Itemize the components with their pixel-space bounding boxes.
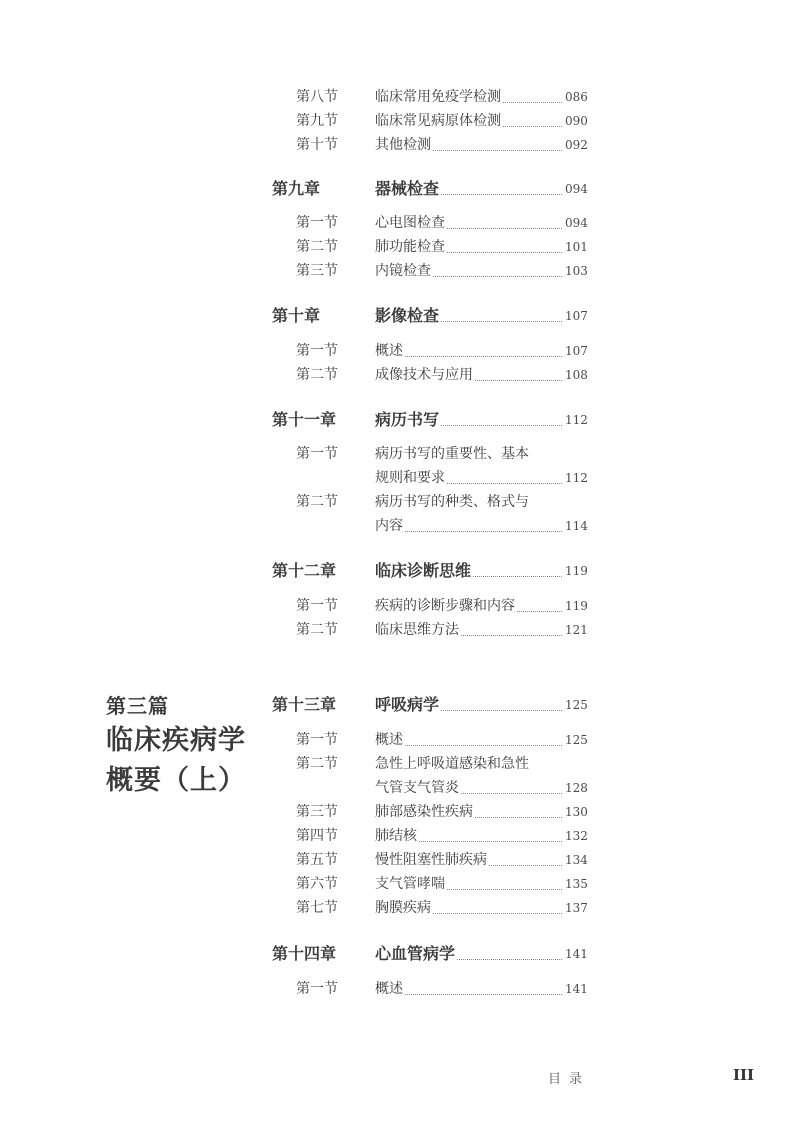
toc-chapter-entry (0, 692, 800, 716)
chapter-number: 第十四章 (272, 944, 337, 963)
page-number: 134 (565, 853, 588, 867)
section-title: 病历书写的种类、格式与 (375, 494, 529, 510)
dot-leader (517, 611, 562, 612)
toc-chapter-entry (0, 176, 800, 200)
section-title: 肺功能检查 (375, 239, 445, 255)
dot-leader (503, 102, 562, 103)
section-number: 第二节 (296, 239, 338, 255)
toc-chapter-entry (0, 941, 800, 965)
dot-leader (461, 635, 562, 636)
dot-leader (441, 425, 562, 426)
toc-section-entry (0, 849, 800, 873)
chapter-number: 第十章 (272, 306, 321, 325)
section-number: 第十节 (296, 137, 338, 153)
page-number: 090 (565, 114, 588, 128)
dot-leader (419, 841, 562, 842)
section-title: 临床常用免疫学检测 (375, 89, 501, 105)
page-number: 135 (565, 877, 588, 891)
page-number: 125 (565, 698, 588, 712)
toc-section-entry (0, 491, 800, 515)
section-title: 其他检测 (375, 137, 431, 153)
dot-leader (441, 710, 562, 711)
section-number: 第七节 (296, 900, 338, 916)
section-number: 第二节 (296, 494, 338, 510)
dot-leader (447, 252, 562, 253)
section-title: 概述 (375, 981, 403, 997)
dot-leader (405, 745, 562, 746)
page-number: 103 (565, 264, 588, 278)
page-number: 086 (565, 90, 588, 104)
section-title: 急性上呼吸道感染和急性 (375, 756, 529, 772)
toc-section-entry (0, 212, 800, 236)
toc-section-entry (0, 364, 800, 388)
dot-leader (489, 865, 562, 866)
toc-section-entry (0, 86, 800, 110)
section-title: 概述 (375, 732, 403, 748)
dot-leader (447, 889, 562, 890)
toc-section-entry (0, 619, 800, 643)
section-number: 第二节 (296, 367, 338, 383)
dot-leader (447, 228, 562, 229)
toc-section-entry (0, 595, 800, 619)
toc-section-entry (0, 443, 800, 467)
section-title: 胸膜疾病 (375, 900, 431, 916)
toc-section-entry (0, 777, 800, 801)
toc-section-entry (0, 753, 800, 777)
dot-leader (433, 913, 562, 914)
toc-section-entry (0, 340, 800, 364)
section-title: 临床常见病原体检测 (375, 113, 501, 129)
section-title: 肺部感染性疾病 (375, 804, 473, 820)
dot-leader (473, 576, 562, 577)
dot-leader (405, 531, 562, 532)
section-title: 内镜检查 (375, 263, 431, 279)
chapter-title: 呼吸病学 (375, 695, 440, 714)
page-number: 137 (565, 901, 588, 915)
toc-section-entry (0, 825, 800, 849)
page-number: 130 (565, 805, 588, 819)
section-title: 肺结核 (375, 828, 417, 844)
section-number: 第一节 (296, 732, 338, 748)
page-number: 107 (565, 309, 588, 323)
page-number: 121 (565, 623, 588, 637)
dot-leader (441, 321, 562, 322)
chapter-number: 第十二章 (272, 561, 337, 580)
page-number: 092 (565, 138, 588, 152)
page-number: 132 (565, 829, 588, 843)
dot-leader (447, 483, 562, 484)
page-number: 125 (565, 733, 588, 747)
dot-leader (475, 817, 562, 818)
section-title: 成像技术与应用 (375, 367, 473, 383)
dot-leader (405, 356, 562, 357)
page-number: 112 (565, 413, 588, 427)
toc-section-entry (0, 897, 800, 921)
dot-leader (457, 959, 562, 960)
section-title: 慢性阻塞性肺疾病 (375, 852, 487, 868)
toc-chapter-entry (0, 558, 800, 582)
page-number: 094 (565, 182, 588, 196)
page-number: 141 (565, 947, 588, 961)
toc-section-entry (0, 729, 800, 753)
chapter-number: 第十三章 (272, 695, 337, 714)
section-number: 第三节 (296, 263, 338, 279)
page-number: 101 (565, 240, 588, 254)
section-number: 第一节 (296, 981, 338, 997)
toc-section-entry (0, 236, 800, 260)
section-number: 第四节 (296, 828, 338, 844)
section-title: 心电图检查 (375, 215, 445, 231)
page-number: 128 (565, 781, 588, 795)
toc-section-entry (0, 134, 800, 158)
section-number: 第九节 (296, 113, 338, 129)
toc-chapter-entry (0, 407, 800, 431)
toc-section-entry (0, 801, 800, 825)
section-number: 第六节 (296, 876, 338, 892)
chapter-title: 心血管病学 (375, 944, 456, 963)
chapter-title: 影像检查 (375, 306, 440, 325)
dot-leader (475, 380, 562, 381)
chapter-number: 第九章 (272, 179, 321, 198)
page-number: 114 (565, 519, 588, 533)
toc-section-entry (0, 110, 800, 134)
section-number: 第二节 (296, 622, 338, 638)
section-number: 第一节 (296, 215, 338, 231)
chapter-title: 病历书写 (375, 410, 440, 429)
toc-chapter-entry (0, 303, 800, 327)
part-label: 第三篇 (106, 694, 169, 718)
part-title-line-2: 概要（上） (106, 765, 246, 796)
section-title: 规则和要求 (375, 470, 445, 486)
section-title: 临床思维方法 (375, 622, 459, 638)
toc-section-entry (0, 873, 800, 897)
section-number: 第二节 (296, 756, 338, 772)
dot-leader (503, 126, 562, 127)
section-number: 第三节 (296, 804, 338, 820)
section-title: 病历书写的重要性、基本 (375, 446, 529, 462)
dot-leader (433, 276, 562, 277)
section-title: 气管支气管炎 (375, 780, 459, 796)
footer-page-number: III (733, 1066, 755, 1084)
page-number: 141 (565, 982, 588, 996)
section-number: 第五节 (296, 852, 338, 868)
section-title: 概述 (375, 343, 403, 359)
page-number: 108 (565, 368, 588, 382)
dot-leader (405, 994, 562, 995)
toc-section-entry (0, 467, 800, 491)
page-number: 112 (565, 471, 588, 485)
page-number: 107 (565, 344, 588, 358)
section-title: 支气管哮喘 (375, 876, 445, 892)
page-number: 119 (565, 599, 588, 613)
section-number: 第一节 (296, 343, 338, 359)
toc-section-entry (0, 978, 800, 1002)
dot-leader (461, 793, 562, 794)
section-number: 第一节 (296, 598, 338, 614)
chapter-title: 临床诊断思维 (375, 561, 472, 580)
toc-section-entry (0, 260, 800, 284)
footer-label: 目录 (548, 1072, 591, 1087)
dot-leader (433, 150, 562, 151)
toc-section-entry (0, 515, 800, 539)
page-number: 119 (565, 564, 588, 578)
chapter-number: 第十一章 (272, 410, 337, 429)
section-number: 第一节 (296, 446, 338, 462)
page-number: 094 (565, 216, 588, 230)
section-number: 第八节 (296, 89, 338, 105)
chapter-title: 器械检查 (375, 179, 440, 198)
dot-leader (441, 194, 562, 195)
section-title: 内容 (375, 518, 403, 534)
part-title-line-1: 临床疾病学 (106, 725, 246, 756)
section-title: 疾病的诊断步骤和内容 (375, 598, 515, 614)
